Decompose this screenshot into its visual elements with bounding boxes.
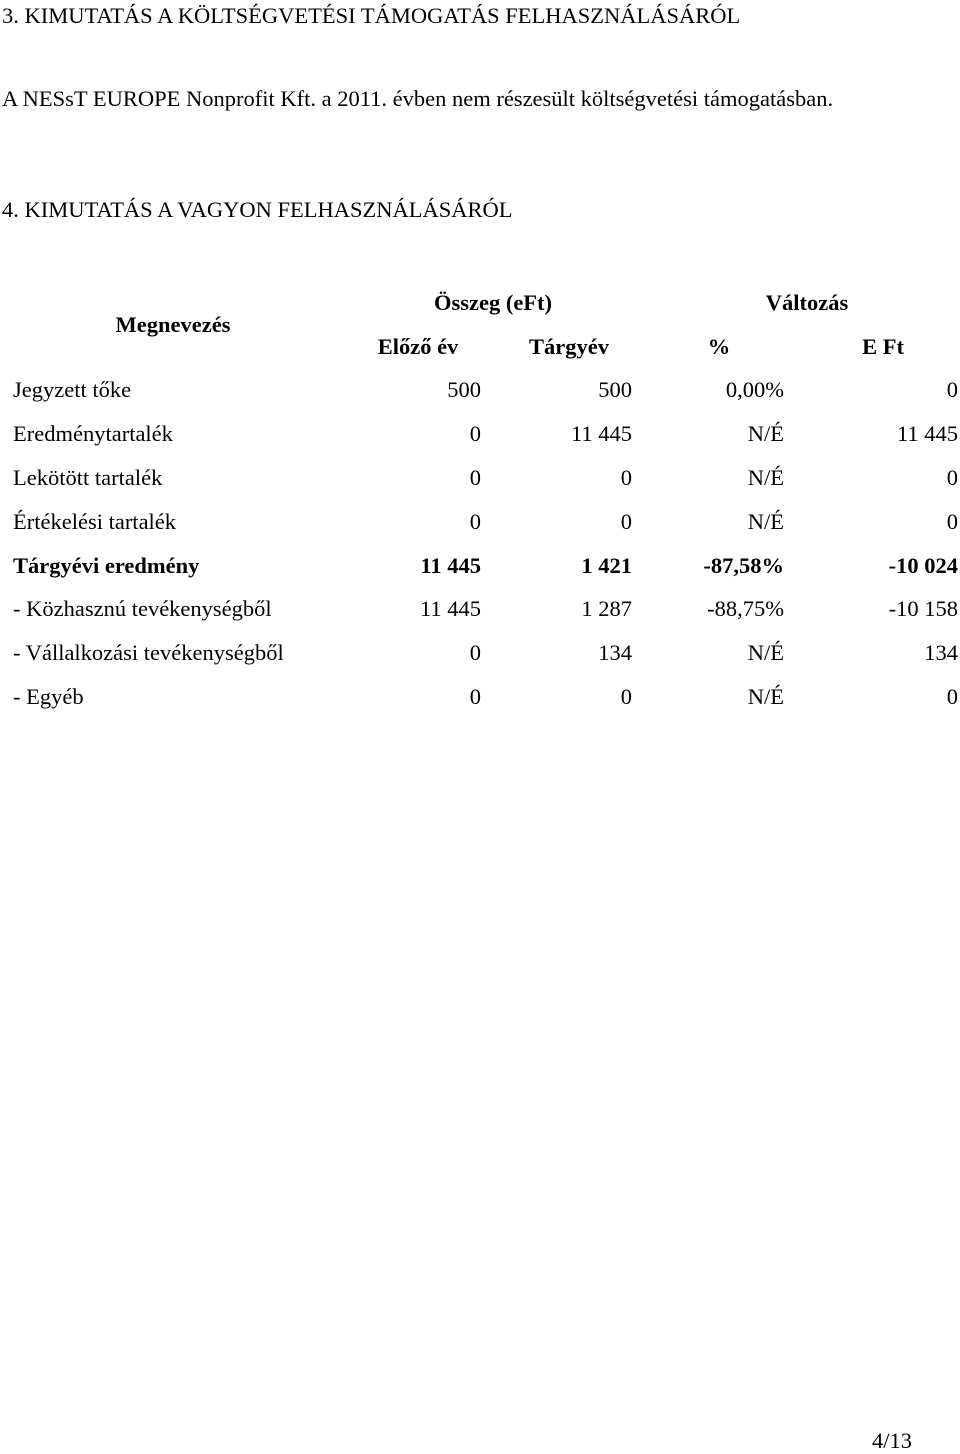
header-prev-year: Előző év bbox=[377, 334, 459, 359]
row-label: - Egyéb bbox=[13, 684, 84, 709]
header-eft: E Ft bbox=[862, 334, 904, 359]
row-label: Lekötött tartalék bbox=[13, 465, 163, 490]
table-row bbox=[0, 596, 960, 626]
section-3-title: 3. KIMUTATÁS A KÖLTSÉGVETÉSI TÁMOGATÁS FELHASZNÁLÁSÁRÓL bbox=[2, 3, 741, 28]
header-name: Megnevezés bbox=[115, 312, 231, 337]
row-percent: N/É bbox=[747, 509, 784, 534]
row-prev-year: 0 bbox=[469, 684, 481, 709]
section-4-title: 4. KIMUTATÁS A VAGYON FELHASZNÁLÁSÁRÓL bbox=[2, 197, 513, 222]
row-eft: -10 024 bbox=[888, 553, 958, 578]
row-prev-year: 0 bbox=[469, 640, 481, 665]
section-3-text: A NESsT EUROPE Nonprofit Kft. a 2011. évben nem részesült költségvetési támogatásban. bbox=[2, 86, 834, 111]
row-percent: N/É bbox=[747, 684, 784, 709]
row-label: - Közhasznú tevékenységből bbox=[13, 596, 272, 621]
table-row bbox=[0, 377, 960, 407]
row-label: Eredménytartalék bbox=[13, 421, 173, 446]
page-number: 4/13 bbox=[871, 1428, 912, 1453]
row-percent: 0,00% bbox=[725, 377, 784, 402]
row-percent: -88,75% bbox=[707, 596, 784, 621]
row-label: Tárgyévi eredmény bbox=[13, 553, 200, 578]
header-percent: % bbox=[707, 334, 731, 359]
row-eft: -10 158 bbox=[888, 596, 958, 621]
row-percent: -87,58% bbox=[703, 553, 784, 578]
row-percent: N/É bbox=[747, 465, 784, 490]
row-prev-year: 11 445 bbox=[420, 553, 481, 578]
header-current-year: Tárgyév bbox=[529, 334, 609, 359]
table-row bbox=[0, 553, 960, 583]
row-current-year: 11 445 bbox=[570, 421, 632, 446]
row-current-year: 0 bbox=[620, 684, 632, 709]
row-current-year: 1 421 bbox=[581, 553, 632, 578]
row-label: - Vállalkozási tevékenységből bbox=[13, 640, 284, 665]
row-current-year: 1 287 bbox=[581, 596, 632, 621]
row-current-year: 0 bbox=[620, 509, 632, 534]
row-prev-year: 11 445 bbox=[419, 596, 481, 621]
row-eft: 134 bbox=[924, 640, 958, 665]
header-amount-group: Összeg (eFt) bbox=[433, 290, 553, 315]
row-current-year: 134 bbox=[598, 640, 632, 665]
row-prev-year: 0 bbox=[469, 465, 481, 490]
header-change-group: Változás bbox=[765, 290, 849, 315]
row-percent: N/É bbox=[747, 640, 784, 665]
row-label: Értékelési tartalék bbox=[13, 509, 177, 534]
row-eft: 0 bbox=[946, 465, 958, 490]
row-prev-year: 0 bbox=[469, 509, 481, 534]
row-current-year: 0 bbox=[620, 465, 632, 490]
row-percent: N/É bbox=[747, 421, 784, 446]
row-current-year: 500 bbox=[598, 377, 632, 402]
table-row bbox=[0, 465, 960, 495]
table-row bbox=[0, 421, 960, 451]
table-row bbox=[0, 684, 960, 714]
row-prev-year: 500 bbox=[447, 377, 481, 402]
row-prev-year: 0 bbox=[469, 421, 481, 446]
row-eft: 0 bbox=[946, 377, 958, 402]
table-row bbox=[0, 509, 960, 539]
row-eft: 0 bbox=[946, 509, 958, 534]
row-label: Jegyzett tőke bbox=[13, 377, 132, 402]
row-eft: 11 445 bbox=[896, 421, 958, 446]
row-eft: 0 bbox=[946, 684, 958, 709]
table-row bbox=[0, 640, 960, 670]
